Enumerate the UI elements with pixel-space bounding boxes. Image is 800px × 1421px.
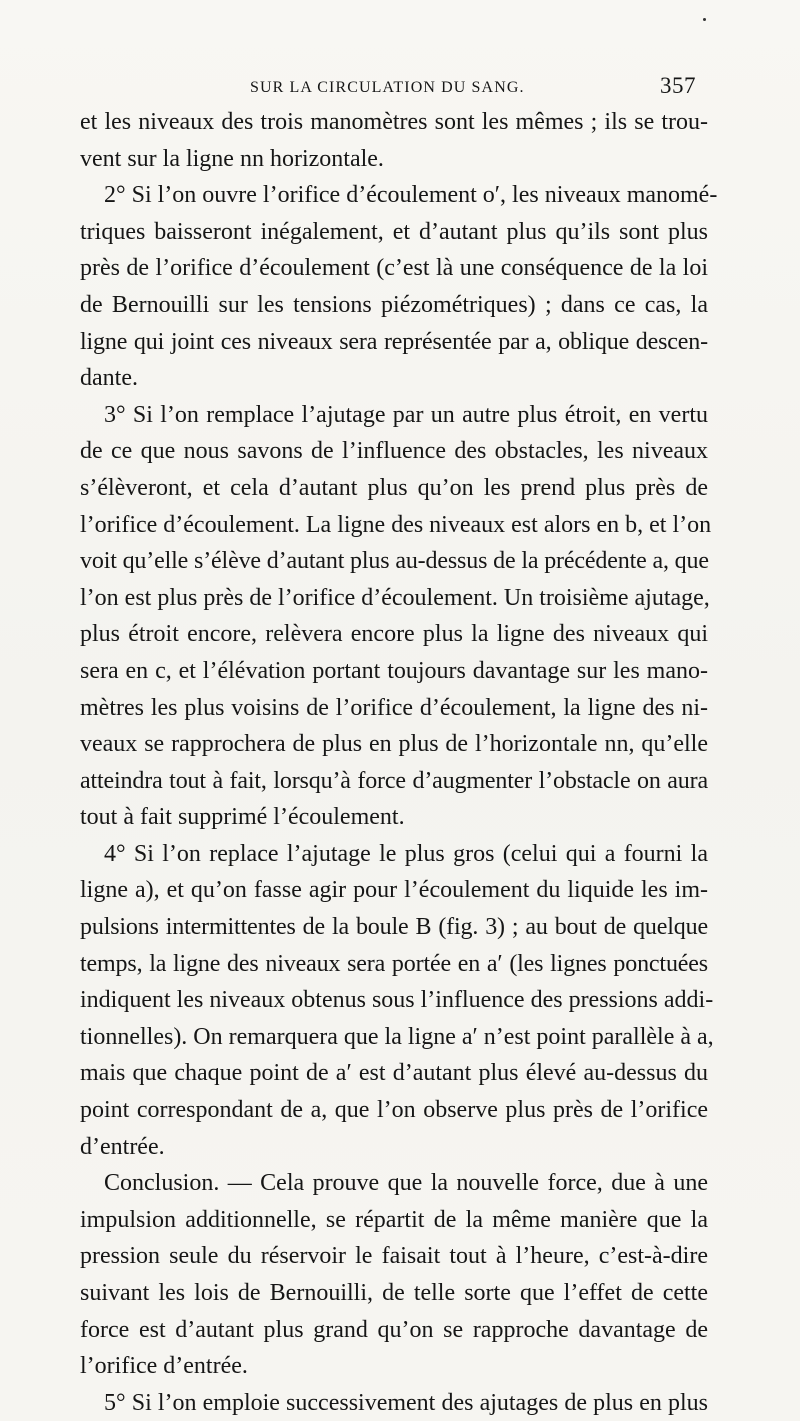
text-line: 4° Si l’on replace l’ajutage le plus gros (celui qui a fourni la (104, 840, 708, 867)
text-line: point correspondant de a, que l’on observe plus près de l’orifice (80, 1097, 708, 1124)
text-line: tout à fait supprimé l’écoulement. (80, 804, 405, 831)
ink-speck (703, 18, 706, 21)
text-line: plus étroit encore, relèvera encore plus la ligne des niveaux qui (80, 621, 708, 648)
text-line: pression seule du réservoir le faisait tout à l’heure, c’est-à-dire (80, 1243, 708, 1270)
text-line: triques baisseront inégalement, et d’autant plus qu’ils sont plus (80, 218, 708, 245)
text-line: dante. (80, 365, 138, 392)
text-line: s’élèveront, et cela d’autant plus qu’on les prend plus près de (80, 474, 708, 501)
text-line: mètres les plus voisins de l’orifice d’écoulement, la ligne des ni- (80, 694, 708, 721)
text-line: tionnelles). On remarquera que la ligne a′ n’est point parallèle à a, (80, 1023, 714, 1050)
text-line: l’orifice d’entrée. (80, 1353, 248, 1380)
text-line: voit qu’elle s’élève d’autant plus au-dessus de la précédente a, que (80, 548, 709, 575)
text-line: atteindra tout à fait, lorsqu’à force d’augmenter l’obstacle on aura (80, 767, 708, 794)
text-line: indiquent les niveaux obtenus sous l’influence des pressions addi- (80, 987, 714, 1014)
text-line: 2° Si l’on ouvre l’orifice d’écoulement o′, les niveaux manomé- (104, 182, 718, 209)
running-header (0, 73, 800, 103)
text-line: l’orifice d’écoulement. La ligne des niveaux est alors en b, et l’on (80, 511, 712, 538)
text-line: 3° Si l’on remplace l’ajutage par un autre plus étroit, en vertu (104, 401, 708, 428)
text-line: de ce que nous savons de l’influence des obstacles, les niveaux (80, 438, 708, 465)
text-line: l’on est plus près de l’orifice d’écoulement. Un troisième ajutage, (80, 584, 710, 611)
text-line: et les niveaux des trois manomètres sont les mêmes ; ils se trou- (80, 109, 708, 135)
text-line: vent sur la ligne nn horizontale. (80, 145, 384, 172)
running-title: SUR LA CIRCULATION DU SANG. (250, 79, 525, 96)
body-text (80, 104, 718, 1421)
text-line: 5° Si l’on emploie successivement des ajutages de plus en plus (104, 1389, 708, 1416)
text-line: près de l’orifice d’écoulement (c’est là une conséquence de la loi (80, 255, 708, 282)
text-line: d’entrée. (80, 1133, 165, 1160)
text-line: ligne a), et qu’on fasse agir pour l’écoulement du liquide les im- (80, 877, 708, 904)
text-line: suivant les lois de Bernouilli, de telle sorte que l’effet de cette (80, 1280, 708, 1306)
text-line: sera en c, et l’élévation portant toujours davantage sur les mano- (80, 657, 708, 684)
text-line: impulsion additionnelle, se répartit de la même manière que la (80, 1206, 708, 1233)
page-number: 357 (660, 73, 696, 98)
text-line: de Bernouilli sur les tensions piézométriques) ; dans ce cas, la (80, 291, 708, 318)
text-line: mais que chaque point de a′ est d’autant plus élevé au-dessus du (80, 1060, 708, 1087)
text-line: temps, la ligne des niveaux sera portée en a′ (les lignes ponctuées (80, 950, 708, 977)
text-line: veaux se rapprochera de plus en plus de l’horizontale nn, qu’elle (80, 731, 708, 758)
text-line: force est d’autant plus grand qu’on se rapproche davantage de (80, 1316, 708, 1343)
text-line: pulsions intermittentes de la boule B (fig. 3) ; au bout de quelque (80, 914, 708, 941)
text-line: ligne qui joint ces niveaux sera représentée par a, oblique descen- (80, 328, 708, 355)
text-line: Conclusion. — Cela prouve que la nouvelle force, due à une (104, 1170, 708, 1197)
